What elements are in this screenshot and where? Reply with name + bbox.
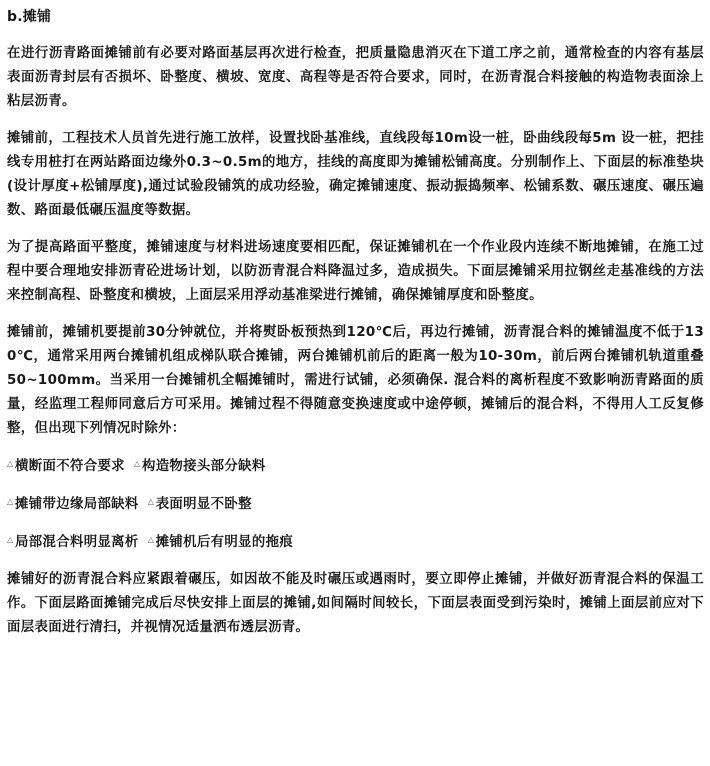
exception-text: 横断面不符合要求 — [15, 459, 125, 474]
warning-triangle-icon: △ — [133, 459, 141, 468]
exception-text: 局部混合料明显离析 — [15, 535, 139, 550]
exception-item — [148, 535, 293, 550]
paragraph-compaction: 摊铺好的沥青混合料应紧跟着碾压，如因故不能及时碾压或遇雨时，要立即停止摊铺，并做好沥青混合料的保温工作。下面层路面摊铺完成后尽快安排上面层的摊铺,如间隔时间较长，下面层表面受到污染时，摊铺上面层前应对下面层表面进行清扫，并视情况适量洒布透层沥青。 — [7, 572, 704, 635]
exception-item — [7, 459, 125, 474]
exception-text: 表面明显不卧整 — [155, 497, 252, 512]
exception-line-1 — [7, 454, 704, 479]
warning-triangle-icon: △ — [7, 535, 14, 544]
section-heading: b.摊铺 — [7, 9, 52, 25]
warning-triangle-icon: △ — [7, 497, 14, 506]
exception-line-2 — [7, 492, 704, 517]
paragraph-layout: 摊铺前，工程技术人员首先进行施工放样，设置找卧基准线，直线段每10m设一桩，卧曲线段每5m 设一桩，把挂线专用桩打在两站路面边缘外0.3~0.5m的地方，挂线的高度即为摊铺松铺高度。分别制作上、下面层的标准垫块(设计厚度+松铺厚度),通过试验段铺筑的成功经验，确定摊铺速度、振动振捣频率、松铺系数、碾压速度、碾压遍数、路面最低碾压温度等数据。 — [7, 131, 704, 218]
exception-text: 构造物接头部分缺料 — [141, 459, 266, 474]
paragraph-inspection: 在进行沥青路面摊铺前有必要对路面基层再次进行检查，把质量隐患消灭在下道工序之前，通常检查的内容有基层表面沥青封层有否损坏、卧整度、横坡、宽度、高程等是否符合要求，同时，在沥青混合料接触的构造物表面涂上粘层沥青。 — [7, 46, 704, 109]
exception-item — [134, 459, 266, 474]
exception-text: 摊铺带边缘局部缺料 — [15, 497, 139, 512]
paragraph-flatness: 为了提高路面平整度，摊铺速度与材料进场速度要相匹配，保证摊铺机在一个作业段内连续不断地摊铺，在施工过程中要合理地安排沥青砼进场计划，以防沥青混合料降温过多，造成损失。下面层摊铺采用拉钢丝走基准线的方法来控制高程、卧整度和横坡，上面层采用浮动基准梁进行摊铺，确保摊铺厚度和卧整度。 — [7, 240, 704, 303]
paragraph-paver-operation: 摊铺前，摊铺机要提前30分钟就位，并将熨卧板预热到120℃后，再边行摊铺，沥青混合料的摊铺温度不低于130℃，通常采用两台摊铺机组成梯队联合摊铺，两台摊铺机前后的距离一般为10-30m，前后两台摊铺机轨道重叠50~100mm。当采用一台摊铺机全幅摊铺时，需进行试铺，必须确保. 混合料的离析程度不致影响沥青路面的质量，经监理工程师同意后方可采用。摊铺过程不得随意变换速度或中途停顿，摊铺后的混合料，不得用人工反复修整，但出现下列情况时除外： — [7, 325, 704, 436]
warning-triangle-icon: △ — [147, 497, 155, 506]
warning-triangle-icon: △ — [7, 459, 14, 468]
exception-text: 摊铺机后有明显的拖痕 — [155, 535, 294, 550]
exception-item — [7, 535, 139, 550]
exception-item — [7, 497, 139, 512]
exception-line-3 — [7, 530, 704, 555]
warning-triangle-icon: △ — [147, 535, 155, 544]
exception-item — [148, 497, 252, 512]
